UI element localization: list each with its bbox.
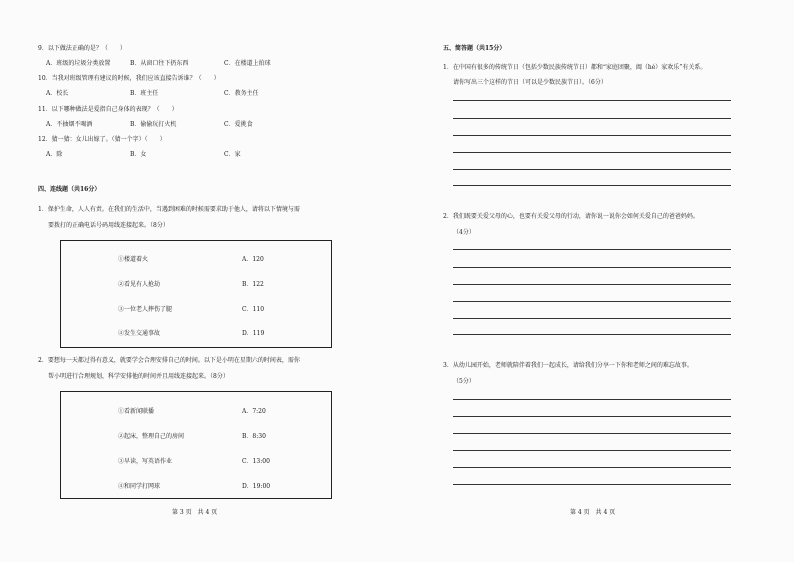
answer-line[interactable] — [453, 433, 731, 434]
p2-left-item: ③早读，写英语作业 — [118, 458, 173, 465]
p1-matching-box — [60, 240, 332, 348]
q12-stem: 12．猜一猜：女儿出嫁了。（猜一个字）（ ） — [38, 136, 166, 143]
answer-line[interactable] — [453, 249, 731, 250]
p1-right-item: D．119 — [242, 330, 265, 337]
answer-line[interactable] — [453, 467, 731, 468]
q10-option-b: B．班主任 — [130, 90, 159, 97]
p2-matching-box — [60, 391, 332, 499]
q10-option-c: C．教务主任 — [224, 90, 259, 97]
q10-option-a: A．校长 — [46, 90, 69, 97]
q10-stem: 10．当我对班级管理有建议的时候，我们应该直接告诉谁？（ ） — [38, 75, 220, 82]
q9-stem: 9．以下做法正确的是？（ ） — [38, 45, 126, 52]
sa-q3-line2: （5分） — [453, 378, 475, 385]
answer-line[interactable] — [453, 416, 731, 417]
answer-line[interactable] — [453, 450, 731, 451]
q11-option-b: B．偷偷玩打火机 — [130, 121, 177, 128]
page-number: 第 3 页 共 4 页 — [172, 509, 218, 516]
answer-line[interactable] — [453, 100, 731, 101]
sa-q2-line2: （4分） — [453, 229, 475, 236]
answer-line[interactable] — [453, 334, 731, 335]
p1-left-item: ①楼道着火 — [118, 256, 149, 263]
q9-option-c: C．在楼道上拍球 — [224, 60, 271, 67]
answer-line[interactable] — [453, 135, 731, 136]
q12-option-a: A．除 — [46, 151, 63, 158]
p2-left-item: ②起床，整理自己的房间 — [118, 433, 185, 440]
p2-right-item: B．8:30 — [242, 433, 266, 440]
p1-text-line2: 要拨打的正确电话号码用线连接起来。（8分） — [48, 222, 169, 229]
p1-text-line1: 1．保护生命，人人有责。在我们的生活中，当遇到困难的时候需要求助于他人，请将以下情境与需 — [38, 206, 300, 213]
answer-line[interactable] — [453, 152, 731, 153]
answer-line[interactable] — [453, 399, 731, 400]
answer-line[interactable] — [453, 318, 731, 319]
p2-right-item: A．7:20 — [242, 408, 266, 415]
p1-left-item: ③一位老人摔伤了腿 — [118, 306, 173, 313]
p2-right-item: C．13:00 — [242, 458, 270, 465]
p2-text-line2: 帮小明进行合理规划，科学安排他的时间并且用线连接起来。（8分） — [48, 373, 229, 380]
q11-option-c: C．爱挑食 — [224, 121, 253, 128]
answer-line[interactable] — [453, 284, 731, 285]
answer-line[interactable] — [453, 301, 731, 302]
q9-option-a: A．班级的垃圾分类放置 — [46, 60, 111, 67]
p2-right-item: D．19:00 — [242, 483, 271, 490]
p2-text-line1: 2．要想每一天都过得有意义，就要学会合理安排自己的时间。以下是小明在星期六的时间表，需你 — [38, 357, 300, 364]
p1-right-item: A．120 — [242, 256, 264, 263]
p1-left-item: ②看见有人抢劫 — [118, 281, 161, 288]
q11-option-a: A．不抽烟不喝酒 — [46, 121, 93, 128]
section-5-heading: 五、简答题（共15分） — [443, 45, 506, 52]
sa-q3-line1: 3．从幼儿园开始，老师就陪伴着我们一起成长，请给我们分享一下你和老师之间的难忘故事。 — [443, 362, 693, 369]
p2-left-item: ④和同学打网球 — [118, 483, 161, 490]
sa-q1-line1: 1．在中国有很多的传统节日（包括少数民族传统节日）都和“家庭团聚，阖（hé）家欢乐”有关系。 — [443, 64, 707, 71]
q12-option-c: C．家 — [224, 151, 241, 158]
p1-left-item: ④发生交通事故 — [118, 330, 161, 337]
p1-right-item: B．122 — [242, 281, 264, 288]
answer-line[interactable] — [453, 118, 731, 119]
p1-right-item: C．110 — [242, 306, 265, 313]
sa-q2-line1: 2．我们既要关爱父母的心，也要有关爱父母的行动，请你说一说你会如何关爱自己的爸爸妈妈。 — [443, 213, 699, 220]
section-4-heading: 四、连线题（共16分） — [38, 186, 101, 193]
answer-line[interactable] — [453, 484, 731, 485]
answer-line[interactable] — [453, 169, 731, 170]
p2-left-item: ①看新闻联播 — [118, 408, 155, 415]
q9-option-b: B．从窗口往下扔东西 — [130, 60, 189, 67]
answer-line[interactable] — [453, 267, 731, 268]
sa-q1-line2: 请你写出三个这样的节日（可以是少数民族节日）。（6分） — [453, 79, 607, 86]
page-number: 第 4 页 共 4 页 — [570, 509, 616, 516]
q11-stem: 11．以下哪种做法是爱指自己身体的表现？（ ） — [38, 106, 178, 113]
answer-line[interactable] — [453, 185, 731, 186]
q12-option-b: B．女 — [130, 151, 147, 158]
